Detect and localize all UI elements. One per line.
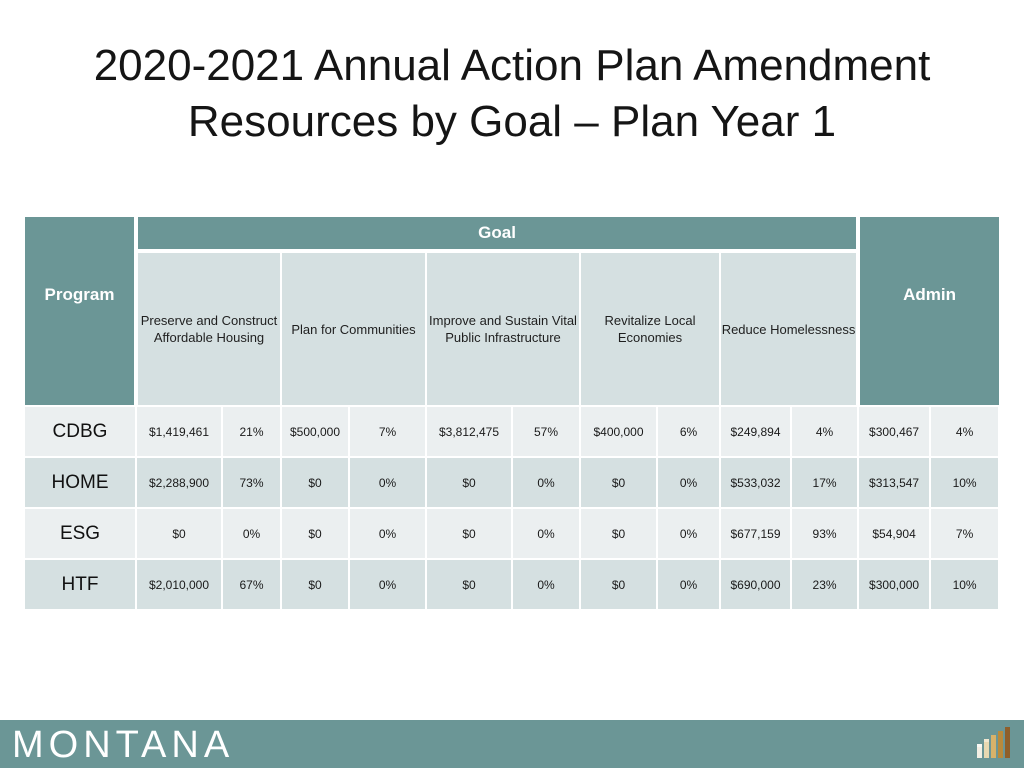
slide-title-line-1: 2020-2021 Annual Action Plan Amendment xyxy=(93,41,931,90)
table-cell: 6% xyxy=(657,406,720,457)
table-cell: 0% xyxy=(222,508,281,559)
table-cell: 93% xyxy=(791,508,858,559)
table-cell: $677,159 xyxy=(720,508,791,559)
table-cell: 57% xyxy=(512,406,580,457)
goal-local-economies: Revitalize Local Economies xyxy=(580,251,720,406)
program-name: HOME xyxy=(25,457,136,508)
table-cell: $0 xyxy=(580,457,657,508)
table-cell: $313,547 xyxy=(858,457,930,508)
table-cell: 23% xyxy=(791,559,858,609)
goal-reduce-homelessness: Reduce Homelessness xyxy=(720,251,858,406)
table-cell: $3,812,475 xyxy=(426,406,512,457)
table-cell: $0 xyxy=(580,559,657,609)
table-cell: $690,000 xyxy=(720,559,791,609)
program-name: HTF xyxy=(25,559,136,609)
table-cell: $54,904 xyxy=(858,508,930,559)
table-cell: 0% xyxy=(657,559,720,609)
table-cell: $0 xyxy=(580,508,657,559)
table-cell: $1,419,461 xyxy=(136,406,222,457)
table-cell: 10% xyxy=(930,457,999,508)
table-cell: $0 xyxy=(426,508,512,559)
goal-header: Goal xyxy=(136,217,858,251)
table-row xyxy=(25,457,999,508)
table-cell: $0 xyxy=(426,457,512,508)
table-cell: 0% xyxy=(512,559,580,609)
table-cell: 0% xyxy=(512,508,580,559)
footer-bar xyxy=(0,720,1024,768)
goal-plan-for-communities: Plan for Communities xyxy=(281,251,426,406)
table-cell: $500,000 xyxy=(281,406,349,457)
table-cell: $0 xyxy=(281,457,349,508)
slide-title-line-2: Resources by Goal – Plan Year 1 xyxy=(187,97,837,146)
table-row xyxy=(25,559,999,609)
table-cell: 4% xyxy=(791,406,858,457)
table-cell: $300,467 xyxy=(858,406,930,457)
table-cell: 0% xyxy=(349,457,426,508)
table-cell: $0 xyxy=(136,508,222,559)
program-name: CDBG xyxy=(25,406,136,457)
slide-title xyxy=(0,38,1024,150)
table-cell: 0% xyxy=(349,508,426,559)
table-row xyxy=(25,508,999,559)
table-cell: 21% xyxy=(222,406,281,457)
table-cell: $249,894 xyxy=(720,406,791,457)
table-cell: $0 xyxy=(281,559,349,609)
goal-public-infrastructure: Improve and Sustain Vital Public Infrastructure xyxy=(426,251,580,406)
program-column-header: Program xyxy=(25,217,136,406)
table-cell: $0 xyxy=(426,559,512,609)
brand-wordmark: MONTANA xyxy=(12,724,235,766)
table-cell: $2,288,900 xyxy=(136,457,222,508)
table-cell: 0% xyxy=(657,457,720,508)
table-cell: $300,000 xyxy=(858,559,930,609)
table-cell: 7% xyxy=(349,406,426,457)
table-cell: 67% xyxy=(222,559,281,609)
montana-bars-logo-icon xyxy=(976,726,1014,765)
admin-column-header: Admin xyxy=(858,217,999,406)
table-cell: $400,000 xyxy=(580,406,657,457)
table-cell: $2,010,000 xyxy=(136,559,222,609)
table-cell: $533,032 xyxy=(720,457,791,508)
table-cell: $0 xyxy=(281,508,349,559)
table-cell: 0% xyxy=(349,559,426,609)
program-name: ESG xyxy=(25,508,136,559)
table-cell: 17% xyxy=(791,457,858,508)
resources-table xyxy=(25,217,1000,609)
goal-affordable-housing: Preserve and Construct Affordable Housing xyxy=(136,251,281,406)
table-cell: 73% xyxy=(222,457,281,508)
table-cell: 10% xyxy=(930,559,999,609)
table-cell: 0% xyxy=(512,457,580,508)
table-cell: 0% xyxy=(657,508,720,559)
table-cell: 4% xyxy=(930,406,999,457)
table-cell: 7% xyxy=(930,508,999,559)
table-row xyxy=(25,406,999,457)
